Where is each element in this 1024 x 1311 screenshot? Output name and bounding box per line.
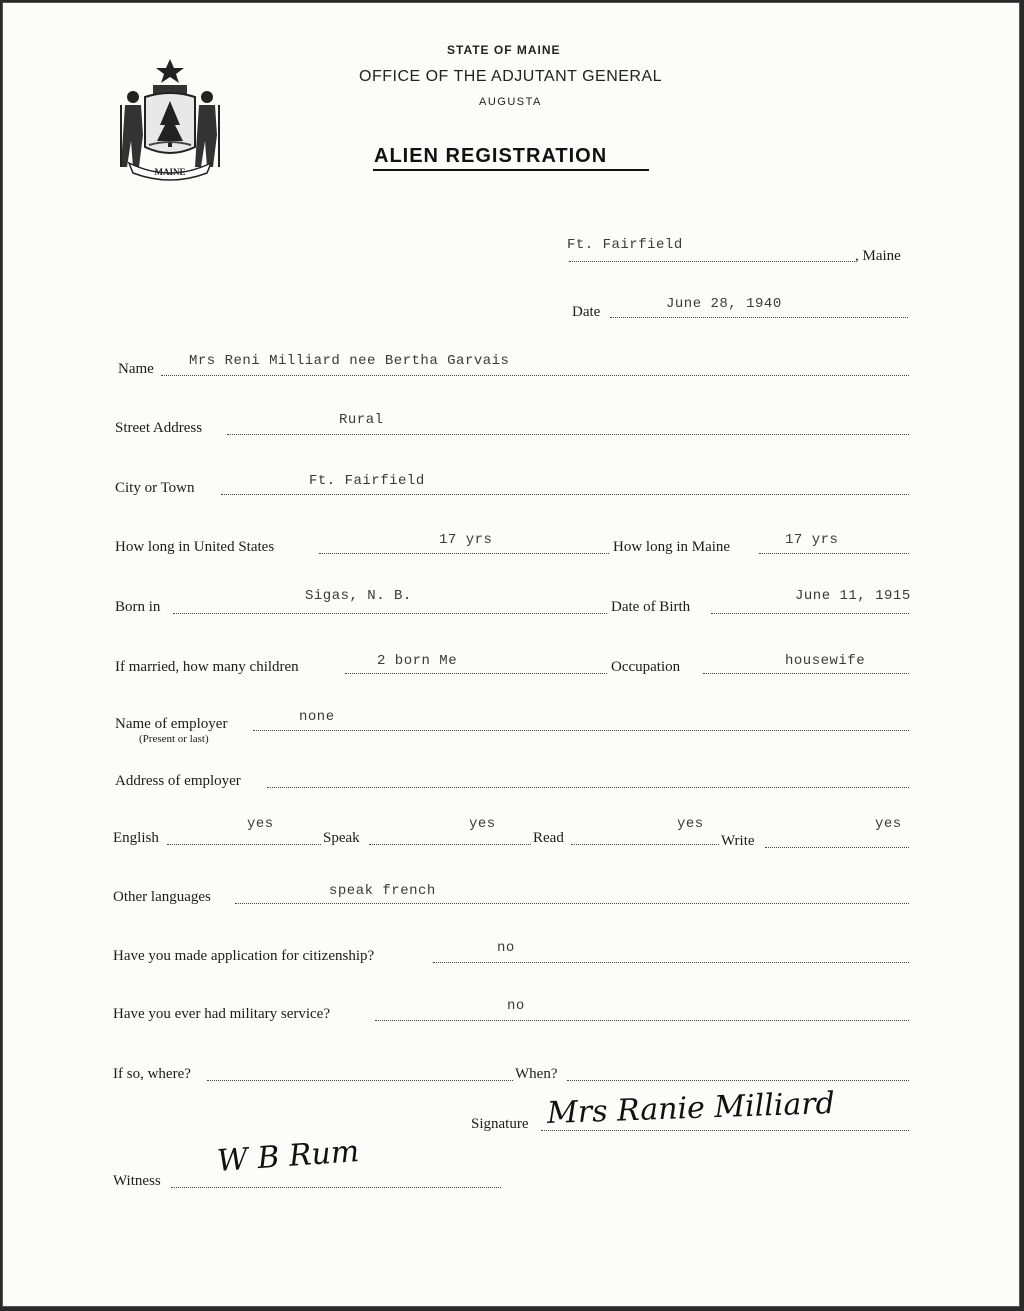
military-value: no [507,998,525,1014]
date-of-birth-label: Date of Birth [611,599,691,615]
occupation-value: housewife [785,653,866,669]
how-long-maine-label: How long in Maine [613,539,731,555]
english-label: English [113,830,159,846]
children-label: If married, how many children [115,659,299,675]
other-languages-value: speak french [329,883,436,899]
employer-address-label: Address of employer [115,773,241,789]
citizenship-value: no [497,940,515,956]
header-city: AUGUSTA [479,96,542,108]
title-underline [373,169,649,171]
signature-label: Signature [471,1116,529,1132]
where-label: If so, where? [113,1066,191,1082]
occupation-label: Occupation [611,659,681,675]
seal-banner-text: MAINE [154,167,186,177]
name-label: Name [118,361,154,377]
maine-state-seal-icon [115,55,225,183]
read-value: yes [677,816,704,832]
witness-label: Witness [113,1173,161,1189]
citizenship-label: Have you made application for citizenship? [113,948,375,964]
place-suffix: , Maine [855,248,901,264]
employer-label: Name of employer [115,716,228,732]
date-of-birth-value: June 11, 1915 [795,588,911,604]
write-label: Write [721,833,755,849]
street-value: Rural [339,412,384,428]
english-value: yes [247,816,274,832]
date-label: Date [572,304,601,320]
how-long-maine-value: 17 yrs [785,532,839,548]
military-label: Have you ever had military service? [113,1006,330,1022]
city-value: Ft. Fairfield [309,473,425,489]
how-long-us-label: How long in United States [115,539,275,555]
form-title: ALIEN REGISTRATION [374,145,608,167]
street-label: Street Address [115,420,203,436]
born-in-label: Born in [115,599,161,615]
born-in-value: Sigas, N. B. [305,588,412,604]
how-long-us-value: 17 yrs [439,532,493,548]
registration-form [2,2,1020,1307]
speak-value: yes [469,816,496,832]
place-value: Ft. Fairfield [567,237,683,253]
speak-label: Speak [323,830,360,846]
employer-sublabel: (Present or last) [139,733,209,745]
children-value: 2 born Me [377,653,458,669]
signature-value: Mrs Ranie Milliard [546,1085,836,1132]
date-value: June 28, 1940 [666,296,782,312]
employer-value: none [299,709,335,725]
write-value: yes [875,816,902,832]
header-office: OFFICE OF THE ADJUTANT GENERAL [359,68,663,85]
witness-signature: W B Rum [215,1134,361,1179]
name-value: Mrs Reni Milliard nee Bertha Garvais [189,353,510,369]
city-label: City or Town [115,480,195,496]
other-languages-label: Other languages [113,889,211,905]
when-label: When? [515,1066,558,1082]
read-label: Read [533,830,564,846]
header-state: STATE OF MAINE [447,43,561,57]
